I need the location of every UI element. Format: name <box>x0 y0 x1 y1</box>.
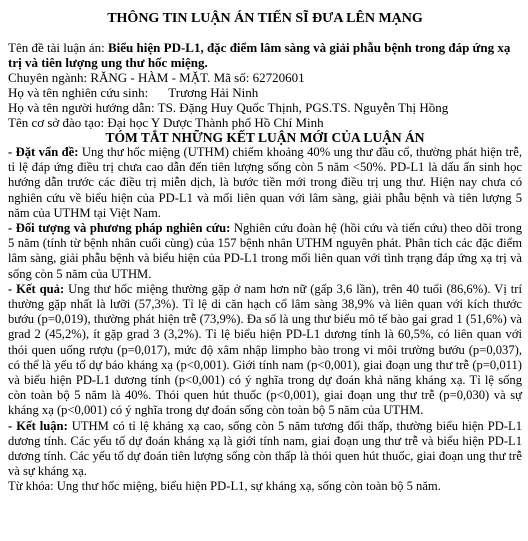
institution-name: Đại học Y Dược Thành phố Hồ Chí Minh <box>107 115 324 130</box>
keywords-line: Từ khóa: Ung thư hốc miệng, biểu hiện PD-L1, sự kháng xạ, sống còn toàn bộ 5 năm. <box>8 479 441 494</box>
intro-label: - Đặt vấn đề: <box>8 145 79 159</box>
methods-paragraph <box>8 221 522 282</box>
researcher-name: Trương Hải Ninh <box>168 85 259 100</box>
advisors-line: Họ và tên người hướng dẫn: TS. Đặng Huy Quốc Thịnh, PGS.TS. Nguyễn Thị Hồng <box>8 100 449 115</box>
major-line: Chuyên ngành: RĂNG - HÀM - MẶT. Mã số: 62720601 <box>8 70 305 85</box>
intro-paragraph <box>8 145 522 221</box>
methods-text: Nghiên cứu đoàn hệ (hồi cứu và tiến cứu) theo dõi trong 5 năm (tính từ bệnh nhân cuối cùng) của 157 bệnh nhân UTHM nguyên phát. Phân tích các đặc điểm lâm sàng, giải phẫu bệnh và biểu hiện của PD-L1 trong mối liên quan với tình trạng đáp ứng xạ trị và sống còn 5 năm của UTHM. <box>8 221 522 281</box>
page-title: THÔNG TIN LUẬN ÁN TIẾN SĨ ĐƯA LÊN MẠNG <box>107 11 423 26</box>
methods-label: - Đối tượng và phương pháp nghiên cứu: <box>8 221 231 236</box>
conclusion-text: UTHM có tỉ lệ kháng xạ cao, sống còn 5 năm tương đối thấp, thường biểu hiện PD-L1 dương tính. Các yếu tố dự đoán kháng xạ là giới tính nam, giai đoạn ung thư trễ và biểu hiện PD-L1 dương tính. Các yếu tố dự đoán tiên lượng sống còn thấp là thói quen hút thuốc, giai đoạn ung thư trễ và sự kháng xạ. <box>8 418 522 479</box>
results-text: Ung thư hốc miệng thường gặp ở nam hơn nữ (gấp 3,6 lần), trên 40 tuổi (86,6%). Vị trí thường gặp nhất là lưỡi (57,3%). Tỉ lệ di căn hạch cổ lâm sàng 38,9% và liên quan với kích thước bướu (p=0,019), thường phát hiện trễ (73,9%). Đa số là ung thư biểu mô tế bào gai grad 1 (51,6%) và grad 2 (45,2%), ít gặp grad 3 (3,2%). Tỉ lệ biểu hiện PD-L1 dương tính là 60,5%, có liên quan với thói quen uống rượu (p=0,017), mức độ xâm nhập limpho bào trong vi môi trường bướu (p=0,037), có thể là yếu tố dự báo kháng xạ (p<0,001). Giới tính nam (p<0,001), giai đoạn ung thư trễ (p=0,011) và biểu hiện PD-L1 dương tính (p<0,001) có ý nghĩa trong dự đoán khả năng kháng xạ. Tỉ lệ sống còn toàn bộ 5 năm là 40%. Thói quen hút thuốc (p<0,001), giai đoạn ung thư trễ (p=0,030) và sự kháng xạ (p<0,001) có ý nghĩa trong dự đoán sống còn toàn bộ 5 năm của UTHM. <box>8 281 522 418</box>
results-label: - Kết quả: <box>8 281 65 296</box>
summary-heading: TÓM TẮT NHỮNG KẾT LUẬN MỚI CỦA LUẬN ÁN <box>105 130 425 145</box>
thesis-title-line <box>8 40 522 70</box>
thesis-title: Biểu hiện PD-L1, đặc điểm lâm sàng và giải phẫu bệnh trong đáp ứng xạ trị và tiên lượng ung thư hốc miệng. <box>8 40 511 70</box>
thesis-metadata <box>8 40 522 130</box>
conclusion-label: - Kết luận: <box>8 418 68 433</box>
institution-label: Tên cơ sở đào tạo: <box>8 115 108 130</box>
summary-body <box>8 145 522 495</box>
institution-line <box>8 115 522 130</box>
conclusion-paragraph <box>8 419 522 480</box>
results-paragraph <box>8 282 522 419</box>
thesis-title-label: Tên đề tài luận án: <box>8 40 108 55</box>
researcher-line <box>8 85 522 100</box>
researcher-label: Họ và tên nghiên cứu sinh: <box>8 85 149 100</box>
intro-text: Ung thư hốc miệng (UTHM) chiếm khoảng 40% ung thư đầu cổ, thường phát hiện trễ, tỉ lệ đáp ứng điều trị chưa cao dẫn đến tiên lượng sống còn 5 năm <50%. PD-L1 là dấu ấn sinh học hướng dẫn trước các điều trị miễn dịch, là bước tiền mới trong điều trị ung thư. Hiện nay chưa có nghiên cứu về biểu hiện của PD-L1 và mối liên quan với lâm sàng, giải phẫu bệnh và tiên lượng 5 năm của UTHM tại Việt Nam. <box>8 145 522 220</box>
